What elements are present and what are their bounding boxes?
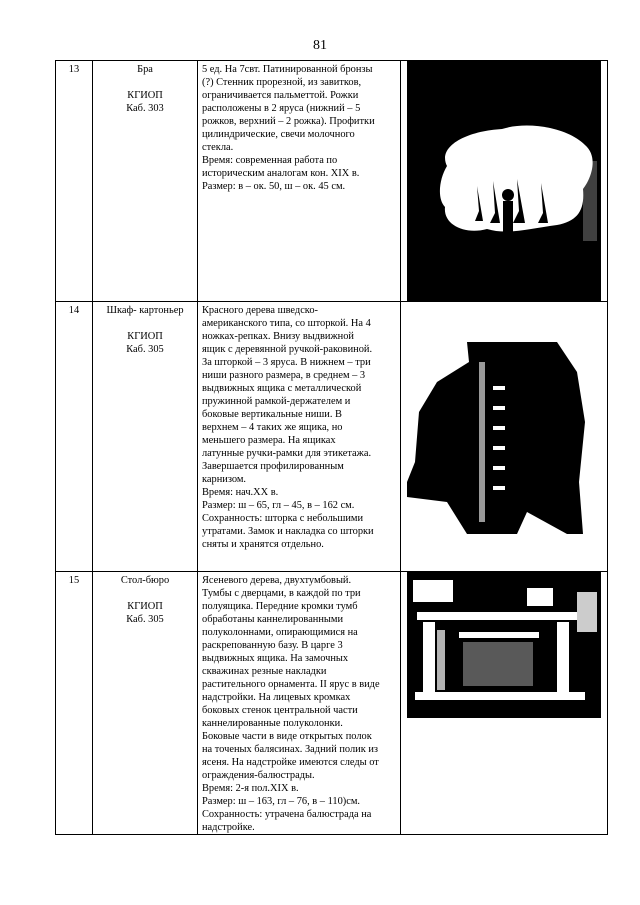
photo-cell <box>401 572 608 835</box>
description-line: Ясеневого дерева, двухтумбовый. <box>202 575 352 586</box>
description-line: стекла. <box>202 142 234 153</box>
description-line: Завершается профилированным <box>202 461 344 472</box>
description-line: американского типа, со шторкой. На 4 <box>202 318 371 329</box>
description-line: раскрепованную базу. В царге 3 <box>202 640 343 651</box>
catalog-table <box>55 60 608 835</box>
description-line: ограничивается пальметтой. Рожки <box>202 90 359 101</box>
description-line: расположены в 2 яруса (нижний – 5 <box>202 103 361 114</box>
description-line: каннелированные полуколонки. <box>202 718 343 729</box>
description-line: За шторкой – 3 яруса. В нижнем – три <box>202 357 371 368</box>
description-line: на точеных балясинах. Задний полик из <box>202 744 379 755</box>
item-name: Шкаф- картоньер <box>106 305 184 316</box>
description-line: Боковые части в виде открытых полок <box>202 731 372 742</box>
description-line: Время: 2-я пол.XIX в. <box>202 783 299 794</box>
description-line: ясеня. На надстройке имеются следы от <box>202 757 379 768</box>
description-line: Тумбы с дверцами, в каждой по три <box>202 588 361 599</box>
item-owner: КГИОП <box>127 601 163 612</box>
description-line: боковых стенок центральной части <box>202 705 358 716</box>
item-description <box>198 302 401 572</box>
description-line: растительного орнамента. II ярус в виде <box>202 679 380 690</box>
description-line: меньшего размера. На ящиках <box>202 435 336 446</box>
description-line: Размер: в – ок. 50, ш – ок. 45 см. <box>202 181 346 192</box>
item-room: Каб. 305 <box>126 614 164 625</box>
item-name: Стол-бюро <box>120 575 170 586</box>
description-line: полуящика. Передние кромки тумб <box>202 601 358 612</box>
description-line: боковые вертикальные ниши. В <box>202 409 342 420</box>
description-line: Размер: ш – 163, гл – 76, в – 110)см. <box>202 796 361 807</box>
description-line: верхнем – 4 таких же ящика, но <box>202 422 343 433</box>
description-line: обработаны каннелированными <box>202 614 344 625</box>
item-number: 14 <box>56 302 93 572</box>
description-line: ножках-репках. Внизу выдвижной <box>202 331 354 342</box>
description-line: надстройке. <box>202 822 255 833</box>
description-line: Время: нач.XX в. <box>202 487 279 498</box>
sconce-photo <box>407 61 613 301</box>
description-line: скважинах резные накладки <box>202 666 327 677</box>
item-owner: КГИОП <box>127 90 163 101</box>
item-name-cell <box>93 572 198 835</box>
item-owner: КГИОП <box>127 331 163 342</box>
description-line: утратами. Замок и накладка со шторки <box>202 526 374 537</box>
table-row <box>56 572 608 835</box>
item-number: 13 <box>56 61 93 302</box>
description-line: выдвижных ящика с металлической <box>202 383 362 394</box>
description-line: ограждения-балюстрады. <box>202 770 315 781</box>
page-number: 81 <box>313 38 327 53</box>
photo-cell <box>401 302 608 572</box>
item-name: Бра <box>137 64 153 75</box>
description-line: Сохранность: утрачена балюстрада на <box>202 809 372 820</box>
description-line: (?) Стенник прорезной, из завитков, <box>202 77 362 88</box>
description-line: рожков, верхний – 2 рожка). Профитки <box>202 116 375 127</box>
description-line: полуколоннами, опирающимися на <box>202 627 358 638</box>
desk-photo <box>407 572 613 718</box>
item-name-cell <box>93 302 198 572</box>
description-line: историческим аналогам кон. XIX в. <box>202 168 360 179</box>
item-description <box>198 572 401 835</box>
description-line: цилиндрические, свечи молочного <box>202 129 355 140</box>
description-line: карнизом. <box>202 474 247 485</box>
description-line: Сохранность: шторка с небольшими <box>202 513 364 524</box>
cabinet-photo <box>407 302 613 534</box>
item-room: Каб. 305 <box>126 344 164 355</box>
table-row <box>56 61 608 302</box>
description-line: латунные ручки-рамки для этикетажа. <box>202 448 372 459</box>
description-line: Размер: ш – 65, гл – 45, в – 162 см. <box>202 500 355 511</box>
description-line: пружинной рамкой-держателем и <box>202 396 351 407</box>
description-line: сняты и хранятся отдельно. <box>202 539 324 550</box>
description-line: Время: современная работа по <box>202 155 338 166</box>
description-line: Красного дерева шведско- <box>202 305 318 316</box>
description-line: выдвижных ящика. На замочных <box>202 653 349 664</box>
item-room: Каб. 303 <box>126 103 164 114</box>
table-row <box>56 302 608 572</box>
description-line: ниши разного размера, в среднем – 3 <box>202 370 366 381</box>
description-line: надстройки. На лицевых кромках <box>202 692 351 703</box>
description-line: ящик с деревянной ручкой-раковиной. <box>202 344 373 355</box>
item-description <box>198 61 401 302</box>
item-name-cell <box>93 61 198 302</box>
item-number: 15 <box>56 572 93 835</box>
description-line: 5 ед. На 7свт. Патинированной бронзы <box>202 64 373 75</box>
photo-cell <box>401 61 608 302</box>
